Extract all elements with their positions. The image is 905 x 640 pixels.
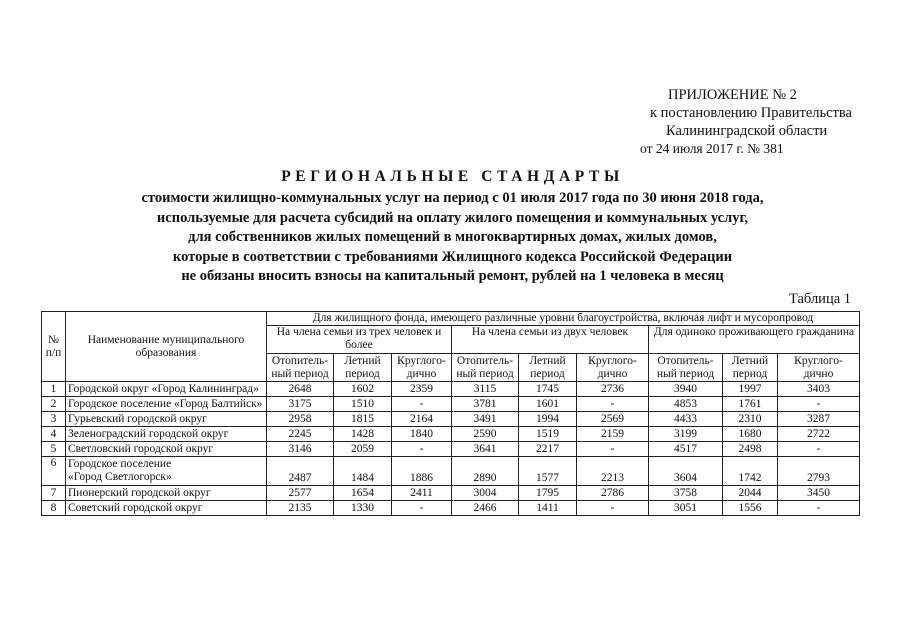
subtitle-line: которые в соответствии с требованиями Жилищного кодекса Российской Федерации: [172, 248, 733, 265]
value-cell: 4853: [649, 397, 723, 412]
value-cell: 2213: [577, 457, 649, 486]
value-cell: 2577: [267, 486, 334, 501]
table-row: [42, 397, 860, 412]
value-cell: 2786: [577, 486, 649, 501]
header-heating-period: Отопитель-ный период: [452, 354, 519, 382]
value-cell: 3004: [452, 486, 519, 501]
value-cell: 3604: [649, 457, 723, 486]
municipality-name-line: Зеленоградский городской округ: [68, 427, 229, 440]
subtitle-line: стоимости жилищно-коммунальных услуг на период с 01 июля 2017 года по 30 июня 2018 года,: [141, 190, 764, 206]
value-cell: -: [778, 501, 860, 516]
value-cell: 3641: [452, 442, 519, 457]
header-heating-period: Отопитель-ный период: [649, 354, 723, 382]
header-summer-period: Летний период: [519, 354, 577, 382]
value-cell: 2059: [334, 442, 392, 457]
municipality-name-line: «Город Светлогорск»: [68, 471, 172, 483]
value-cell: 3115: [452, 382, 519, 397]
table-row: [42, 501, 860, 516]
value-cell: 4517: [649, 442, 723, 457]
value-cell: 1997: [723, 382, 778, 397]
municipality-name-line: Городской округ «Город Калининград»: [68, 382, 259, 395]
value-cell: 1654: [334, 486, 392, 501]
value-cell: 1745: [519, 382, 577, 397]
table-label: Таблица 1: [789, 291, 852, 307]
value-cell: 3940: [649, 382, 723, 397]
value-cell: 1815: [334, 412, 392, 427]
municipality-name-line: Городское поселение: [68, 458, 172, 470]
header-three-persons: На члена семьи из трех человек и более: [267, 326, 452, 354]
municipality-name: [66, 412, 267, 427]
header-year-round: Круглого-дично: [577, 354, 649, 382]
value-cell: 3450: [778, 486, 860, 501]
municipality-name-line: Гурьевский городской округ: [68, 412, 207, 425]
value-cell: 2487: [267, 457, 334, 486]
annex-line-resolution: к постановлению Правительства: [650, 105, 852, 121]
value-cell: 1601: [519, 397, 577, 412]
header-municipality: Наименование муниципального образования: [66, 312, 267, 382]
value-cell: -: [577, 442, 649, 457]
municipality-name-line: Советский городской округ: [68, 501, 203, 514]
value-cell: 1602: [334, 382, 392, 397]
value-cell: 1680: [723, 427, 778, 442]
row-number: 1: [42, 382, 66, 397]
value-cell: 2793: [778, 457, 860, 486]
value-cell: 1556: [723, 501, 778, 516]
value-cell: 1994: [519, 412, 577, 427]
table-row: [42, 457, 860, 486]
value-cell: 1484: [334, 457, 392, 486]
subtitle-line: не обязаны вносить взносы на капитальный ремонт, рублей на 1 человека в месяц: [181, 268, 724, 285]
value-cell: 2245: [267, 427, 334, 442]
municipality-name-line: Пионерский городской округ: [68, 486, 211, 499]
value-cell: -: [392, 397, 452, 412]
header-single-person: Для одиноко проживающего гражданина: [649, 326, 860, 354]
header-year-round: Круглого-дично: [778, 354, 860, 382]
row-number: 5: [42, 442, 66, 457]
value-cell: 1742: [723, 457, 778, 486]
row-number: 3: [42, 412, 66, 427]
table-row: [42, 427, 860, 442]
value-cell: 1761: [723, 397, 778, 412]
value-cell: -: [778, 397, 860, 412]
value-cell: 3781: [452, 397, 519, 412]
value-cell: 3175: [267, 397, 334, 412]
value-cell: 1795: [519, 486, 577, 501]
municipality-name: [66, 501, 267, 516]
table-row: [42, 382, 860, 397]
value-cell: 3287: [778, 412, 860, 427]
municipality-name: [66, 397, 267, 412]
value-cell: -: [392, 501, 452, 516]
subtitle-line: используемые для расчета субсидий на оплату жилого помещения и коммунальных услуг,: [156, 209, 749, 226]
value-cell: 2466: [452, 501, 519, 516]
value-cell: 1886: [392, 457, 452, 486]
row-number: 6: [42, 457, 66, 486]
subtitle-line: для собственников жилых помещений в многоквартирных домах, жилых домов,: [188, 229, 717, 246]
annex-block: [634, 86, 852, 158]
value-cell: 2722: [778, 427, 860, 442]
value-cell: -: [577, 501, 649, 516]
value-cell: 1510: [334, 397, 392, 412]
value-cell: 3758: [649, 486, 723, 501]
municipality-name: [66, 442, 267, 457]
value-cell: 1411: [519, 501, 577, 516]
municipality-name-line: Городское поселение «Город Балтийск»: [68, 397, 263, 410]
annex-line-date: от 24 июля 2017 г. № 381: [640, 141, 784, 156]
value-cell: 1330: [334, 501, 392, 516]
value-cell: 2590: [452, 427, 519, 442]
value-cell: 2736: [577, 382, 649, 397]
value-cell: 3491: [452, 412, 519, 427]
header-group: Для жилищного фонда, имеющего различные уровни благоустройства, включая лифт и мусоропровод: [267, 312, 860, 326]
value-cell: 2135: [267, 501, 334, 516]
municipality-name-line: Светловский городской округ: [68, 442, 214, 455]
value-cell: -: [778, 442, 860, 457]
value-cell: 1519: [519, 427, 577, 442]
value-cell: 1840: [392, 427, 452, 442]
row-number: 4: [42, 427, 66, 442]
annex-line-region: Калининградской области: [666, 123, 828, 139]
value-cell: 2310: [723, 412, 778, 427]
row-number: 7: [42, 486, 66, 501]
value-cell: 2044: [723, 486, 778, 501]
municipality-name: [66, 427, 267, 442]
value-cell: 2890: [452, 457, 519, 486]
annex-title: ПРИЛОЖЕНИЕ № 2: [668, 87, 797, 103]
value-cell: 1577: [519, 457, 577, 486]
value-cell: 2958: [267, 412, 334, 427]
value-cell: 2359: [392, 382, 452, 397]
table-row: [42, 486, 860, 501]
value-cell: 2498: [723, 442, 778, 457]
document-subtitle: [0, 189, 905, 287]
header-two-persons: На члена семьи из двух человек: [452, 326, 649, 354]
value-cell: 3146: [267, 442, 334, 457]
municipality-name: [66, 486, 267, 501]
value-cell: 3403: [778, 382, 860, 397]
table-row: [42, 412, 860, 427]
value-cell: 2648: [267, 382, 334, 397]
table-row: [42, 442, 860, 457]
row-number: 2: [42, 397, 66, 412]
value-cell: 3051: [649, 501, 723, 516]
header-summer-period: Летний период: [723, 354, 778, 382]
header-year-round: Круглого-дично: [392, 354, 452, 382]
document-title: РЕГИОНАЛЬНЫЕ СТАНДАРТЫ: [281, 168, 624, 185]
municipality-name: [66, 457, 267, 486]
value-cell: 2569: [577, 412, 649, 427]
value-cell: -: [392, 442, 452, 457]
value-cell: 2159: [577, 427, 649, 442]
value-cell: 2411: [392, 486, 452, 501]
value-cell: 1428: [334, 427, 392, 442]
standards-table: [41, 311, 860, 516]
row-number: 8: [42, 501, 66, 516]
value-cell: 4433: [649, 412, 723, 427]
value-cell: 2164: [392, 412, 452, 427]
header-number: № п/п: [42, 312, 66, 382]
municipality-name: [66, 382, 267, 397]
header-summer-period: Летний период: [334, 354, 392, 382]
value-cell: 2217: [519, 442, 577, 457]
value-cell: -: [577, 397, 649, 412]
value-cell: 3199: [649, 427, 723, 442]
header-heating-period: Отопитель-ный период: [267, 354, 334, 382]
